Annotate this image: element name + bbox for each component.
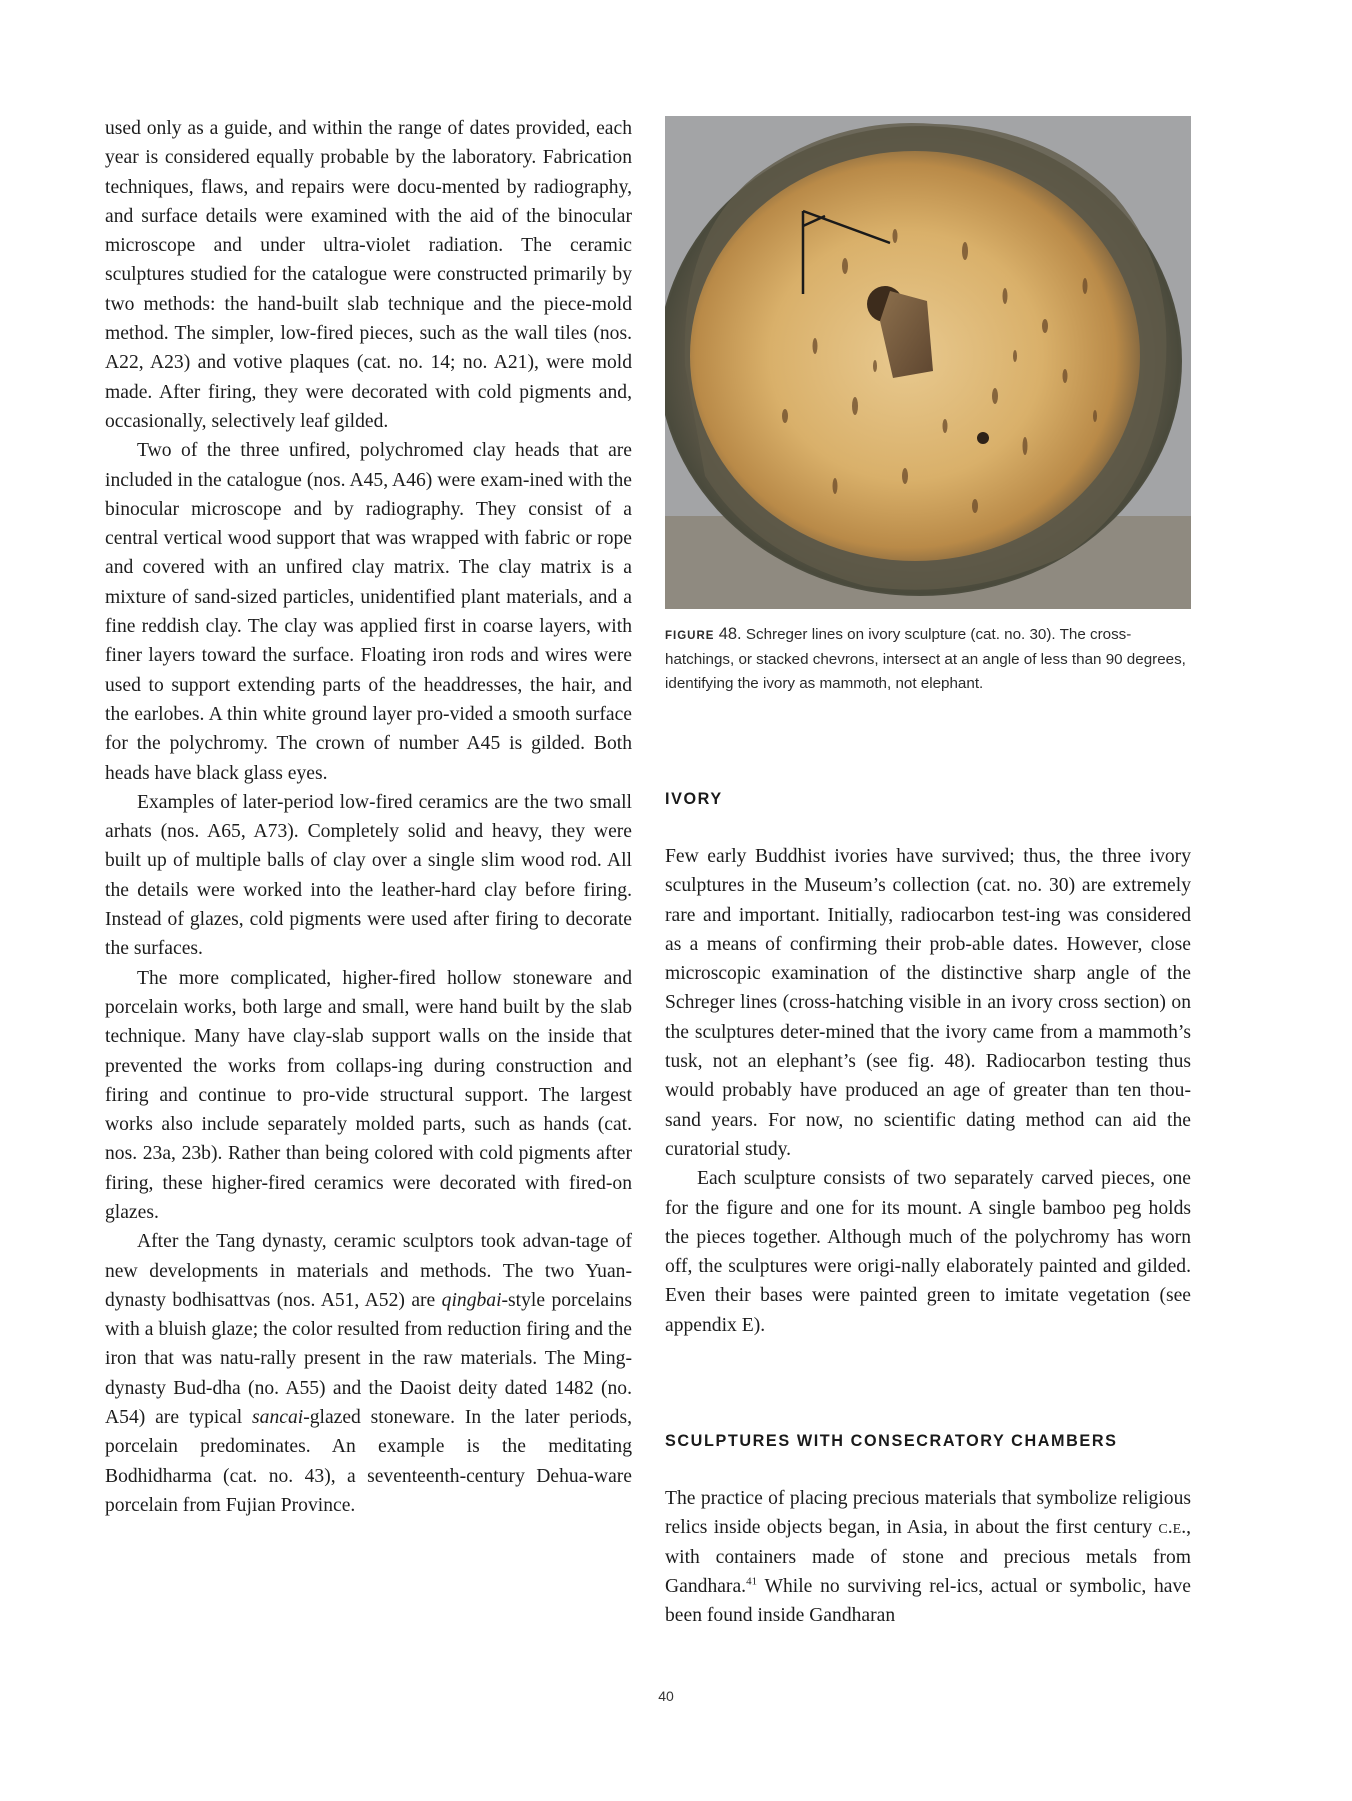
figure-photo-ivory-cross-section [665,116,1191,609]
figure-caption [665,622,1191,696]
figure-label: FIGURE [665,630,715,642]
paragraph: used only as a guide, and within the range of dates provided, each year is considered equally probable by the laboratory. Fabrication techniques, flaws, and repairs were docu-mented by radiography, and surface details were examined with the aid of the binocular microscope and under ultra-violet radiation. The ceramic sculptures studied for the catalogue were constructed primarily by two methods: the hand-built slab technique and the piece-mold method. The simpler, low-fired pieces, such as the wall tiles (nos. A22, A23) and votive plaques (cat. no. 14; no. A21), were mold made. After firing, they were decorated with cold pigments and, occasionally, selectively leaf gilded. [105,118,632,432]
section-heading-consecratory-chambers: SCULPTURES WITH CONSECRATORY CHAMBERS [665,1432,1118,1450]
figure-caption-text: Schreger lines on ivory sculpture (cat. no. 30). The cross-hatchings, or stacked chevrons, intersect at an angle of less than 90 degrees, identifying the ivory as mammoth, not elephant. [665,626,1186,692]
page-number: 40 [658,1688,674,1704]
ivory-section-body [665,842,1191,1340]
paragraph: The more complicated, higher-fired hollow stoneware and porcelain works, both large and small, were hand built by the slab technique. Many have clay-slab support walls on the inside that prevented the works from collaps-ing during construction and firing and continue to pro-vide structural support. The largest works also include separately molded parts, such as hands (cat. nos. 23a, 23b). Rather than being colored with cold pigments after firing, these higher-fired ceramics were decorated with fired-on glazes. [105,967,632,1223]
paragraph: After the Tang dynasty, ceramic sculptors took advan-tage of new developments in materials and methods. The two Yuan-dynasty bodhisattvas (nos. A51, A52) are qingbai-style porcelains with a bluish glaze; the color resulted from reduction firing and the iron that was natu-rally present in the raw materials. The Ming-dynasty Bud-dha (no. A55) and the Daoist deity dated 1482 (no. A54) are typical sancai-glazed stoneware. In the later periods, porcelain predominates. An example is the meditating Bodhidharma (cat. no. 43), a seventeenth-century Dehua-ware porcelain from Fujian Province. [105,1231,632,1516]
era-abbreviation: c.e. [1158,1517,1187,1539]
paragraph: Examples of later-period low-fired ceramics are the two small arhats (nos. A65, A73). Completely solid and heavy, they were built up of multiple balls of clay over a single slim wood rod. All the details were worked into the leather-hard clay before firing. Instead of glazes, cold pigments were used after firing to decorate the surfaces. [105,791,632,960]
paragraph: The practice of placing precious materials that symbolize religious relics inside objects began, in Asia, in about the first century c.e., with containers made of stone and precious metals from Gandhara.$^{41}$ While no surviving rel-ics, actual or symbolic, have been found inside Gandharan [665,1488,1191,1627]
left-column [105,114,632,1520]
footnote-marker[interactable]: 41 [746,1575,758,1588]
section-heading-ivory: IVORY [665,790,723,808]
paragraph: Few early Buddhist ivories have survived; thus, the three ivory sculptures in the Museum’s collection (cat. no. 30) are extremely rare and important. Initially, radiocarbon test-ing was considered as a means of confirming their prob-able dates. However, close microscopic examination of the distinctive sharp angle of the Schreger lines (cross-hatching visible in an ivory cross section) on the sculptures deter-mined that the ivory came from a mammoth’s tusk, not an elephant’s (see fig. 48). Radiocarbon testing thus would probably have produced an age of greater than ten thou-sand years. For now, no scientific dating method can aid the curatorial study. [665,846,1191,1160]
consecratory-section-body [665,1484,1191,1630]
paragraph: Each sculpture consists of two separately carved pieces, one for the figure and one for its mount. A single bamboo peg holds the pieces together. Although much of the polychromy has worn off, the sculptures were origi-nally elaborately painted and gilded. Even their bases were painted green to imitate vegetation (see appendix E). [665,1168,1191,1336]
figure-number: 48. [718,625,742,643]
paragraph: Two of the three unfired, polychromed clay heads that are included in the catalogue (nos. A45, A46) were exam-ined with the binocular microscope and by radiography. They consist of a central vertical wood support that was wrapped with fabric or rope and covered with an unfired clay matrix. The clay matrix is a mixture of sand-sized particles, unidentified plant materials, and a fine reddish clay. The clay was applied first in coarse layers, with finer layers toward the surface. Floating iron rods and wires were used to support extending parts of the headdresses, the hair, and the earlobes. A thin white ground layer pro-vided a smooth surface for the polychromy. The crown of number A45 is gilded. Both heads have black glass eyes. [105,440,632,784]
